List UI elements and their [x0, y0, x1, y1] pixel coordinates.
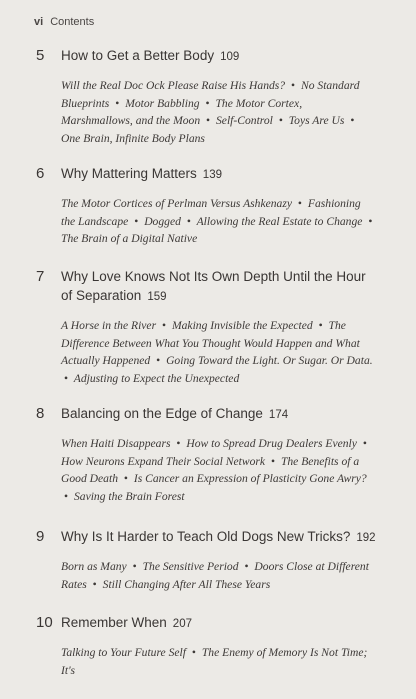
chapter-title: Remember When: [61, 615, 167, 630]
chapter-title: Balancing on the Edge of Change: [61, 406, 263, 421]
chapter-heading: [36, 527, 376, 548]
section-title: The Enemy of Memory Is Not Time; It's: [61, 646, 368, 677]
bullet-separator: •: [176, 437, 181, 450]
section-title: Talking to Your Future Self: [61, 646, 186, 659]
running-header: [34, 16, 94, 28]
chapter-page: 139: [202, 169, 222, 181]
section-title: Is Cancer an Expression of Plasticity Gone Awry?: [133, 472, 367, 485]
section-title: Making Invisible the Expected: [171, 319, 313, 332]
section-title: Born as Many: [61, 560, 127, 573]
section-title: The Sensitive Period: [142, 560, 239, 573]
chapter-title: Why Is It Harder to Teach Old Dogs New Tricks?: [61, 529, 351, 544]
chapter-sections: [61, 195, 376, 248]
bullet-separator: •: [368, 214, 373, 228]
chapter-entry[interactable]: [36, 46, 376, 147]
section-title: Going Toward the Light. Or Sugar. Or Data.: [166, 354, 373, 367]
section-title: The Benefits of a Good Death: [61, 454, 360, 485]
section-title: The Motor Cortex, Marshmallows, and the Moon: [61, 96, 303, 127]
chapter-title-line: [61, 613, 376, 634]
section-title: Saving the Brain Forest: [73, 489, 185, 503]
section-title: One Brain, Infinite Body Plans: [61, 131, 205, 145]
bullet-separator: •: [162, 319, 167, 332]
bullet-separator: •: [318, 319, 323, 332]
chapter-title-line: [61, 164, 376, 185]
chapter-entry[interactable]: [36, 164, 376, 248]
section-title: The Brain of a Digital Native: [61, 232, 198, 245]
chapter-page: 109: [220, 51, 240, 63]
bullet-separator: •: [156, 354, 161, 367]
chapter-sections: [61, 77, 376, 147]
section-title: Dogged: [144, 214, 181, 228]
section-title: Self-Control: [216, 114, 273, 127]
section-title: Doors Close at Different Rates: [61, 560, 369, 591]
bullet-separator: •: [64, 489, 69, 503]
running-head-title: Contents: [50, 16, 95, 28]
bullet-separator: •: [191, 646, 196, 659]
chapter-title: Why Mattering Matters: [61, 166, 197, 181]
chapter-entry[interactable]: [36, 613, 376, 679]
section-title: Allowing the Real Estate to Change: [196, 214, 363, 228]
section-title: Fashioning the Landscape: [61, 197, 361, 228]
bullet-separator: •: [115, 96, 120, 110]
section-title: When Haiti Disappears: [61, 437, 171, 450]
chapter-entry[interactable]: [36, 267, 376, 387]
bullet-separator: •: [123, 472, 128, 485]
section-title: Will the Real Doc Ock Please Raise His Hands?: [61, 79, 286, 92]
chapter-title-line: [61, 404, 376, 425]
chapter-heading: [36, 613, 376, 634]
section-title: A Horse in the River: [61, 319, 157, 332]
chapter-title: Why Love Knows Not Its Own Depth Until the Hour of Separation: [61, 269, 366, 303]
chapter-number: 9: [36, 528, 45, 545]
bullet-separator: •: [291, 79, 296, 92]
section-title: How to Spread Drug Dealers Evenly: [186, 437, 357, 450]
chapter-number: 5: [36, 47, 45, 64]
chapter-heading: [36, 46, 376, 67]
chapter-heading: [36, 164, 376, 185]
chapter-page: 207: [172, 618, 192, 630]
chapter-number: 8: [36, 405, 45, 422]
bullet-separator: •: [278, 114, 283, 127]
chapter-number: 10: [36, 614, 53, 631]
chapter-sections: [61, 317, 376, 387]
chapter-page: 174: [268, 409, 289, 421]
chapter-title-line: [61, 527, 376, 548]
chapter-heading: [36, 267, 376, 307]
chapter-sections: [61, 644, 376, 679]
chapter-entry[interactable]: [36, 527, 376, 593]
section-title: Still Changing After All These Years: [102, 577, 271, 591]
chapter-heading: [36, 404, 376, 425]
section-title: Motor Babbling: [125, 96, 200, 110]
bullet-separator: •: [350, 114, 355, 127]
bullet-separator: •: [206, 114, 211, 127]
bullet-separator: •: [244, 560, 249, 573]
bullet-separator: •: [297, 197, 302, 210]
chapter-title-line: [61, 267, 376, 307]
bullet-separator: •: [132, 560, 137, 573]
section-title: No Standard Blueprints: [61, 79, 360, 110]
page-number: vi: [34, 16, 44, 28]
section-title: The Difference Between What You Thought Would Happen and What Actually Happened: [61, 319, 360, 367]
bullet-separator: •: [92, 577, 97, 591]
chapter-sections: [61, 558, 376, 593]
chapter-number: 6: [36, 165, 45, 182]
bullet-separator: •: [64, 371, 69, 385]
bullet-separator: •: [362, 437, 367, 450]
bullet-separator: •: [186, 214, 191, 228]
bullet-separator: •: [205, 96, 210, 110]
chapter-page: 192: [356, 532, 376, 544]
chapter-entry[interactable]: [36, 404, 376, 505]
chapter-page: 159: [147, 291, 167, 303]
bullet-separator: •: [134, 214, 139, 228]
section-title: How Neurons Expand Their Social Network: [61, 454, 266, 468]
section-title: Toys Are Us: [288, 114, 345, 127]
chapter-sections: [61, 435, 376, 505]
section-title: The Motor Cortices of Perlman Versus Ashkenazy: [61, 197, 292, 210]
chapter-number: 7: [36, 268, 45, 285]
section-title: Adjusting to Expect the Unexpected: [73, 371, 240, 385]
chapter-title: How to Get a Better Body: [61, 48, 215, 63]
chapter-title-line: [61, 46, 376, 67]
bullet-separator: •: [270, 454, 276, 468]
